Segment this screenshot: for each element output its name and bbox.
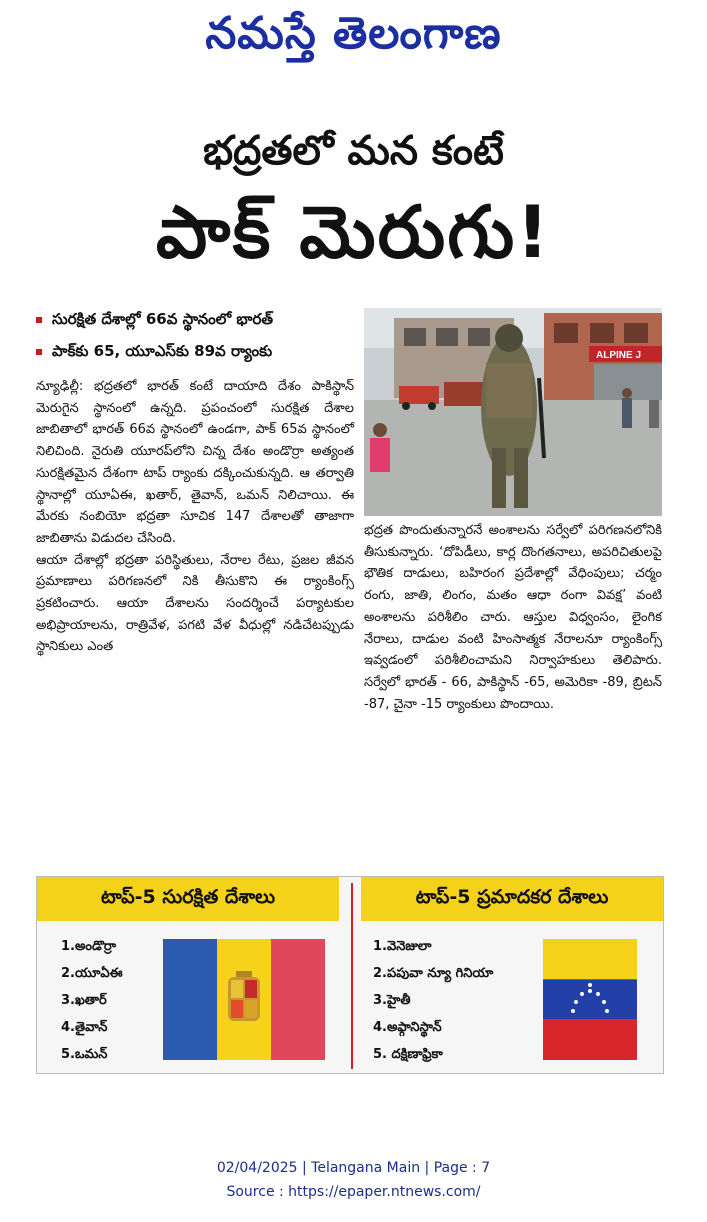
list-item: 4.అఫ్గానిస్థాన్ xyxy=(373,1020,442,1035)
bullet-square-icon xyxy=(36,317,42,323)
article-paragraph: న్యూఢిల్లీ: భద్రతలో భారత్ కంటే దాయాది దేశం పాకిస్థాన్ మెరుగైన స్థానంలో ఉన్నది. ప్రపంచంలో సురక్షిత దేశాల జాబితాలో భారత్ 66వ స్థానంలో ఉండగా, పాక్ 65వ స్థానంలో నిలిచింది. నైరుతి యూరప్‌లోని చిన్న దేశం అండొర్రా అత్యంత సురక్షితమైన దేశంగా టాప్ ర్యాంకు దక్కించుకున్నది. ఆ తర్వాతి స్థానాల్లో యూఏఈ, ఖతార్, తైవాన్, ఒమన్ నిలిచాయి. ఈ మేరకు నంబియో భద్రతా సూచిక 147 దేశాలతో తాజాగా జాబితాను విడుదల చేసింది. xyxy=(36,379,354,546)
headline-kicker: భద్రతలో మన కంటే xyxy=(203,128,504,174)
street-scene-photo xyxy=(364,308,662,516)
footer-source-link[interactable]: Source : https://epaper.ntnews.com/ xyxy=(226,1184,481,1200)
column-divider xyxy=(351,883,353,1069)
shop-sign-text: ALPINE J xyxy=(596,350,642,361)
dangerous-countries-title: టాప్-5 ప్రమాదకర దేశాలు xyxy=(361,877,663,921)
bullet-square-icon xyxy=(36,349,42,355)
highlight-bullets xyxy=(36,310,356,374)
article-column-2 xyxy=(364,520,662,715)
safe-countries-list xyxy=(61,933,123,1068)
list-item: 4.తైవాన్ xyxy=(61,1020,108,1035)
bullet-item: పాక్‌కు 65, యూఎస్‌కు 89వ ర్యాంకు xyxy=(36,342,356,364)
list-item: 5.ఒమన్ xyxy=(61,1047,108,1062)
bullet-item: సురక్షిత దేశాల్లో 66వ స్థానంలో భారత్ xyxy=(36,310,356,332)
footer-date-edition: 02/04/2025 | Telangana Main | Page : 7 xyxy=(216,1160,491,1176)
headline-main: పాక్ మెరుగు! xyxy=(156,190,551,274)
andorra-coat-of-arms-icon xyxy=(217,939,271,1060)
news-photo xyxy=(364,308,662,516)
andorra-flag-icon xyxy=(163,939,325,1060)
article-paragraph: ఆయా దేశాల్లో భద్రతా పరిస్థితులు, నేరాల రేటు, ప్రజల జీవన ప్రమాణాలు పరిగణనలో నికి తీసుకొని ఈ ర్యాంకింగ్స్ ప్రకటించారు. ఆయా దేశాలను సందర్శించే పర్యాటకుల అభిప్రాయాలను, రాత్రివేళ, పగటి వేళ వీధుల్లో నడిచేటప్పుడు స్థానికులు ఎంత xyxy=(36,552,354,655)
list-item: 3.ఖతార్ xyxy=(61,993,107,1008)
masthead-logo: నమస్తే తెలంగాణ xyxy=(205,8,502,59)
list-item: 3.హైతీ xyxy=(373,993,411,1008)
venezuela-flag-icon xyxy=(543,939,637,1060)
safe-countries-title: టాప్-5 సురక్షిత దేశాలు xyxy=(37,877,339,921)
article-paragraph: భద్రత పొందుతున్నారనే అంశాలను సర్వేలో పరిగణనలోనికి తీసుకున్నారు. ‘దోపిడీలు, కార్ల దొంగతనాలు, అపరిచితులపై భౌతిక దాడులు, బహిరంగ ప్రదేశాల్లో వేధింపులు; చర్మం రంగు, జాతి, లింగం, మతం ఆధా రంగా వివక్ష’ వంటి అంశాలను పరిశీలిం చారు. ఆస్తుల విధ్వంసం, లైంగిక నేరాలు, దాడుల వంటి హింసాత్మక నేరాలనూ ర్యాంకింగ్స్ ఇవ్వడంలో పరిశీలించామని నిర్వాహకులు తెలిపారు. సర్వేలో భారత్ - 66, పాకిస్థాన్ -65, అమెరికా -89, బ్రిటన్ -87, చైనా -15 ర్యాంకులు పొందాయి. xyxy=(364,523,662,712)
list-item: 2.పపువా న్యూ గినియా xyxy=(373,966,494,981)
article-column-1 xyxy=(36,376,354,658)
list-item: 1.వెనెజులా xyxy=(373,939,432,954)
list-item: 1.అండొర్రా xyxy=(61,939,117,954)
dangerous-countries-list xyxy=(373,933,493,1068)
list-item: 5. దక్షిణాఫ్రికా xyxy=(373,1047,443,1062)
top-five-infobox xyxy=(36,876,664,1074)
list-item: 2.యూఏఈ xyxy=(61,966,123,981)
